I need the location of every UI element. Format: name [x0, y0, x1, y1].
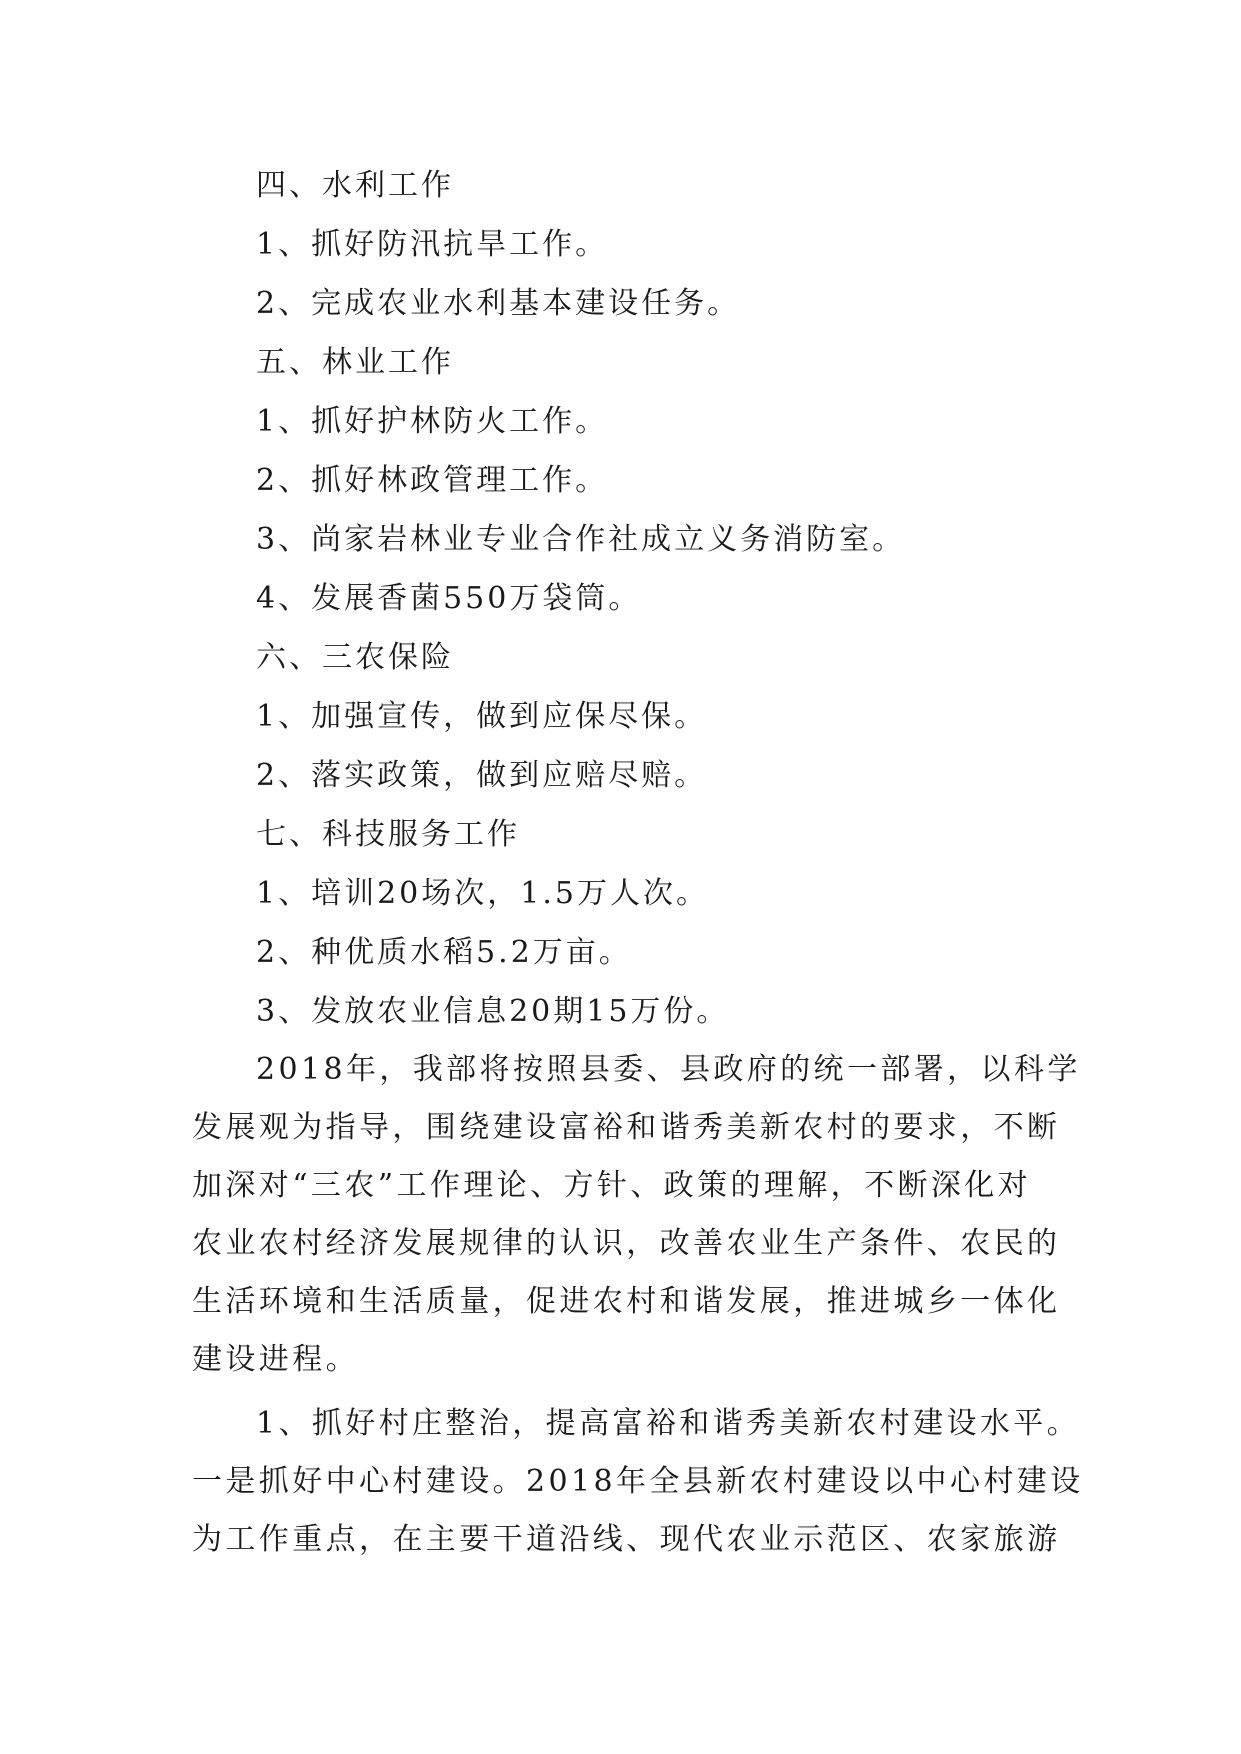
paragraph-line: 生活环境和生活质量，促进农村和谐发展，推进城乡一体化: [192, 1284, 1061, 1319]
list-item: 2、落实政策，做到应赔尽赔。: [256, 758, 708, 793]
paragraph-line: 加深对“三农”工作理论、方针、政策的理解，不断深化对: [192, 1168, 1032, 1203]
paragraph-2018-plan: [192, 1041, 1081, 1389]
list-item: 1、加强宣传，做到应保尽保。: [256, 699, 708, 734]
document-body: [192, 156, 1084, 1569]
paragraph-line: 一是抓好中心村建设。2018年全县新农村建设以中心村建设: [192, 1464, 1084, 1499]
list-item: 1、抓好护林防火工作。: [256, 404, 609, 439]
list-item: 2、种优质水稻5.2万亩。: [256, 935, 632, 970]
paragraph-line: 发展观为指导，围绕建设富裕和谐秀美新农村的要求，不断: [192, 1110, 1061, 1145]
paragraph-line: 为工作重点，在主要干道沿线、现代农业示范区、农家旅游: [192, 1522, 1061, 1557]
section-heading-water: 四、水利工作: [256, 168, 454, 203]
list-item: 2、完成农业水利基本建设任务。: [256, 286, 741, 321]
list-item: 3、尚家岩林业专业合作社成立义务消防室。: [256, 522, 906, 557]
section-heading-insurance: 六、三农保险: [256, 640, 454, 675]
list-item: 3、发放农业信息20期15万份。: [256, 994, 730, 1029]
section-heading-tech-service: 七、科技服务工作: [256, 817, 520, 852]
list-item: 1、抓好防汛抗旱工作。: [256, 227, 609, 262]
list-item: 2、抓好林政管理工作。: [256, 463, 609, 498]
paragraph-line: 1、抓好村庄整治，提高富裕和谐秀美新农村建设水平。: [256, 1406, 1081, 1441]
list-item: 4、发展香菌550万袋筒。: [256, 581, 642, 616]
paragraph-village-renovation: [192, 1395, 1084, 1569]
paragraph-line: 农业农村经济发展规律的认识，改善农业生产条件、农民的: [192, 1226, 1061, 1261]
paragraph-line: 建设进程。: [192, 1342, 359, 1377]
list-item: 1、培训20场次，1.5万人次。: [256, 876, 709, 911]
paragraph-line: 2018年，我部将按照县委、县政府的统一部署，以科学: [256, 1052, 1081, 1087]
section-heading-forestry: 五、林业工作: [256, 345, 454, 380]
